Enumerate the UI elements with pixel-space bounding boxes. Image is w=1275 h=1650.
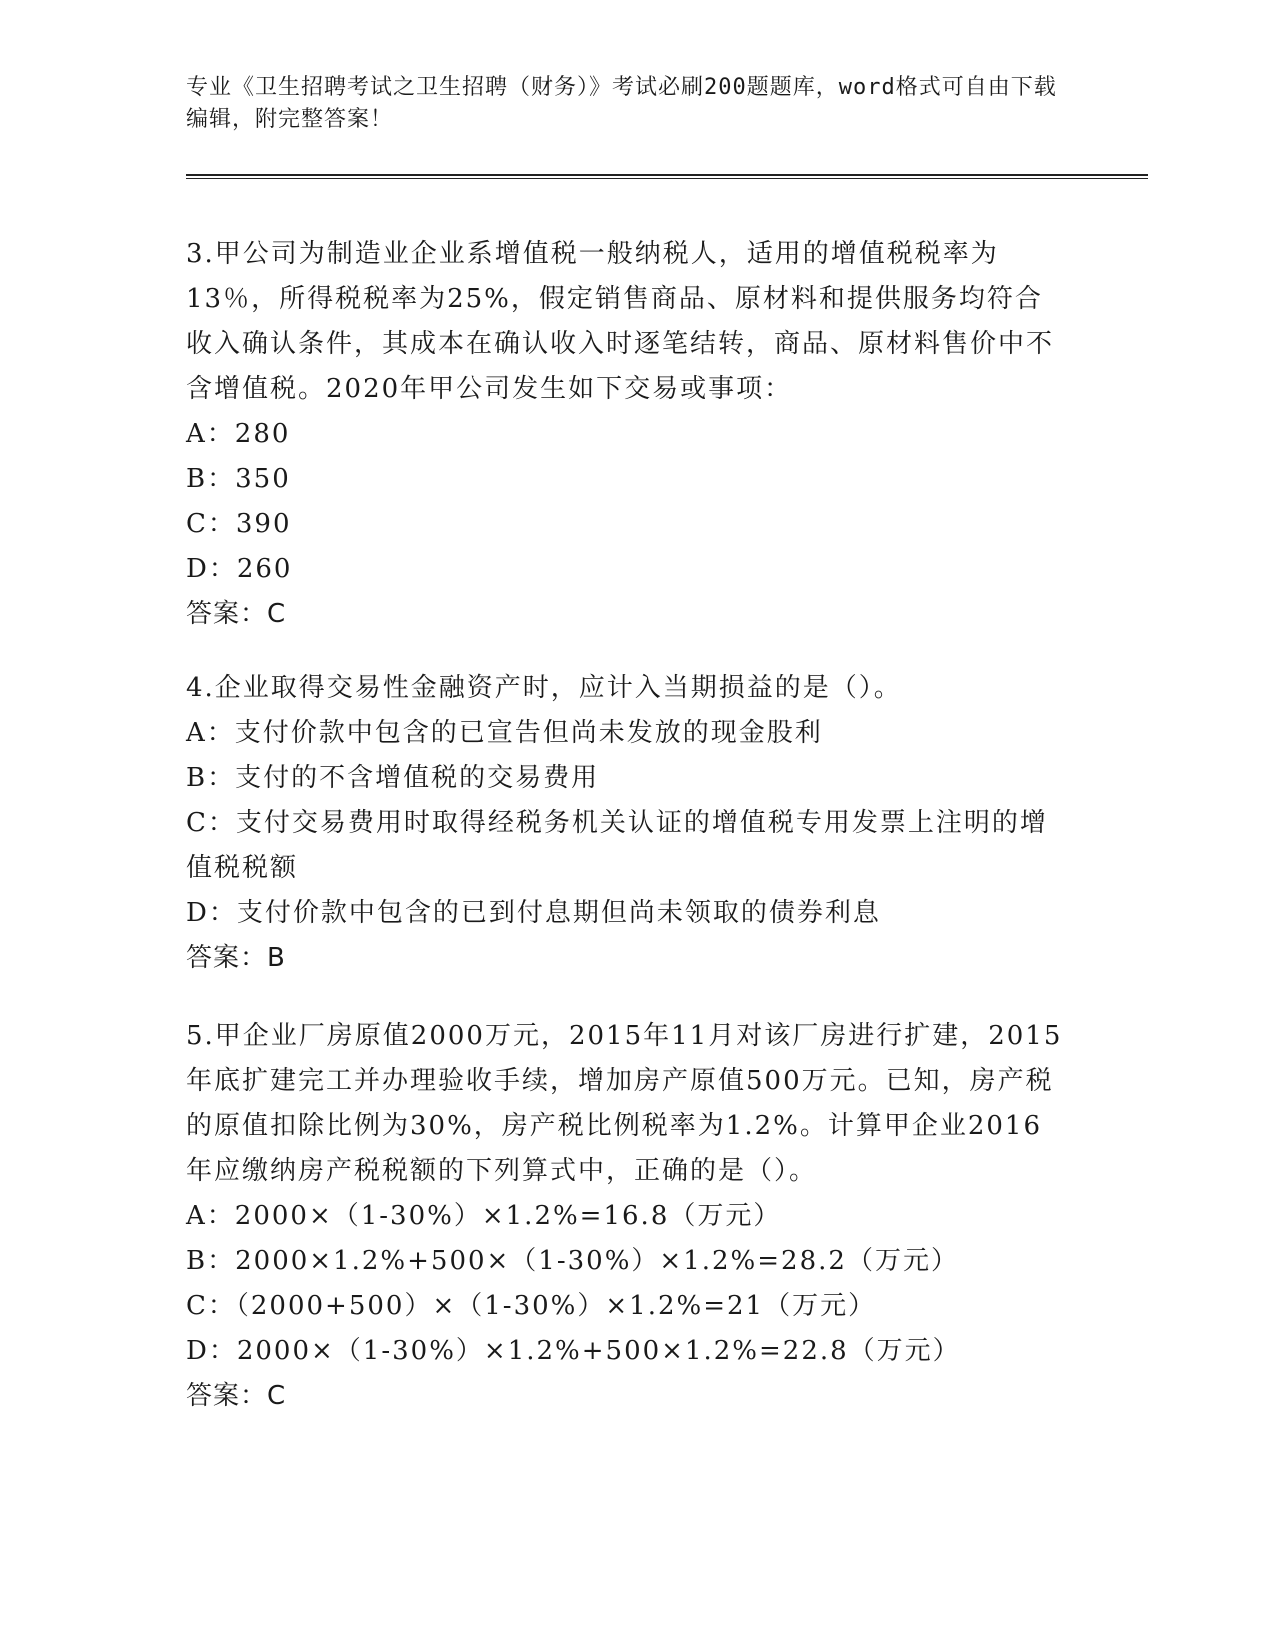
option-b: B：350 [186,464,291,494]
document-header: 专业《卫生招聘考试之卫生招聘（财务）》考试必刷200题题库，word格式可自由下载编辑，附完整答案！ [186,75,1057,132]
option-a: A：2000×（1-30%）×1.2%=16.8（万元） [186,1201,782,1231]
option-c: C：（2000+500）×（1-30%）×1.2%=21（万元） [186,1291,877,1321]
question-3 [186,232,1066,637]
question-stem: 3.甲公司为制造业企业系增值税一般纳税人，适用的增值税税率为13％，所得税税率为25%，假定销售商品、原材料和提供服务均符合收入确认条件，其成本在确认收入时逐笔结转，商品、原材料售价中不含增值税。2020年甲公司发生如下交易或事项： [186,239,1055,404]
header-rule-thin [186,178,1148,179]
question-4 [186,666,1066,981]
answer-line: 答案：C [186,1381,287,1411]
option-b: B：2000×1.2%+500×（1-30%）×1.2%=28.2（万元） [186,1246,959,1276]
option-c: C：支付交易费用时取得经税务机关认证的增值税专用发票上注明的增值税税额 [186,808,1048,883]
header-rule-thick [186,174,1148,176]
option-a: A：280 [186,419,291,449]
option-b: B：支付的不含增值税的交易费用 [186,763,600,793]
option-a: A：支付价款中包含的已宣告但尚未发放的现金股利 [186,718,823,748]
answer-line: 答案：C [186,599,287,629]
option-d: D：260 [186,554,293,584]
question-5 [186,1014,1066,1419]
option-d: D：支付价款中包含的已到付息期但尚未领取的债券利息 [186,898,881,928]
question-stem: 5.甲企业厂房原值2000万元，2015年11月对该厂房进行扩建，2015年底扩建完工并办理验收手续，增加房产原值500万元。已知，房产税的原值扣除比例为30%，房产税比例税率为1.2%。计算甲企业2016年应缴纳房产税税额的下列算式中，正确的是（）。 [186,1021,1063,1186]
answer-line: 答案：B [186,943,286,973]
question-stem: 4.企业取得交易性金融资产时，应计入当期损益的是（）。 [186,673,902,703]
document-page [186,0,1106,1650]
option-c: C：390 [186,509,292,539]
option-d: D：2000×（1-30%）×1.2%+500×1.2%=22.8（万元） [186,1336,961,1366]
